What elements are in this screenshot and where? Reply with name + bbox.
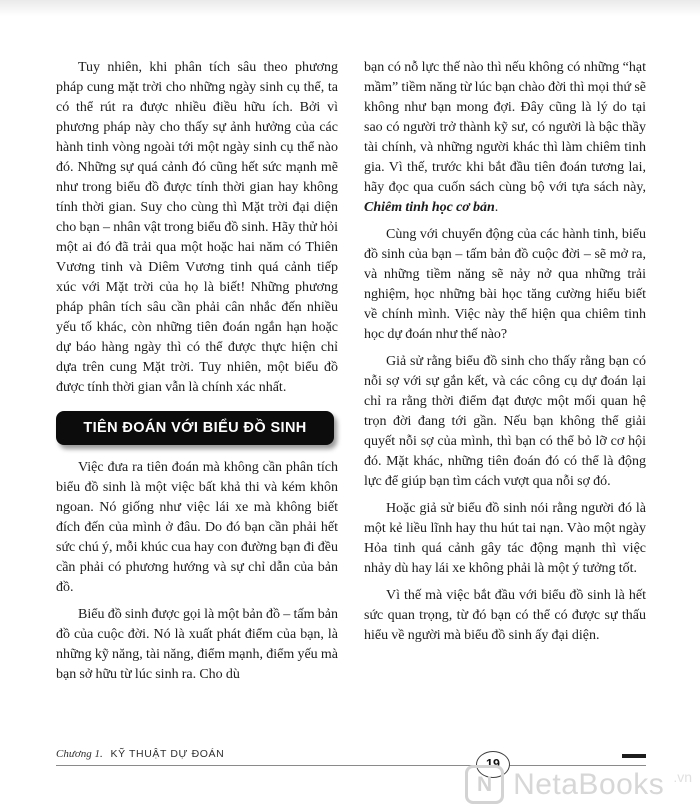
chapter-label: Chương 1. [56,748,103,760]
text-columns [56,58,646,692]
watermark-tld: .vn [673,769,692,785]
paragraph-text: bạn có nỗ lực thế nào thì nếu không có những “hạt mầm” tiềm năng từ lúc bạn chào đời thì mọi thứ sẽ không như bạn mong đợi. Đây cũng là lý do tại sao có người trở thành kỹ sư, có người là bậc thầy tài chính, và những người khác thì làm chiêm tinh gia. Vì thế, trước khi bắt đầu tiên đoán tương lai, hãy đọc qua cuốn sách cùng bộ với tựa sách này, [364,60,646,195]
chapter-title: KỸ THUẬT DỰ ĐOÁN [110,748,225,760]
right-column [364,58,646,692]
watermark-name: NetaBooks [513,767,665,801]
page-number: 19 [476,751,510,778]
paragraph: Biểu đồ sinh được gọi là một bản đồ – tấm bản đồ của cuộc đời. Nó là xuất phát điểm của bạn, là những kỹ năng, tài năng, điểm mạnh, điểm yếu mà bạn sở hữu từ lúc sinh ra. Cho dù [56,607,338,682]
paragraph: Tuy nhiên, khi phân tích sâu theo phương pháp cung mặt trời cho những ngày sinh cụ thể, ta có thể rút ra được nhiều điều hữu ích. Bởi vì phương pháp này cho thấy sự ảnh hưởng của các hành tinh vòng ngoài tới một ngày sinh cụ thể nào đó. Những sự quá cảnh đó cũng hết sức mạnh mẽ như trong biểu đồ được tính thời gian hay không tính thời gian. Suy cho cùng thì Mặt trời đại diện cho bạn – nhân vật trong biểu đồ sinh. Hãy thử hỏi một ai đó đã trải qua một hoặc hai năm có Thiên Vương tinh và Diêm Vương tinh quá cảnh tiếp xúc với Mặt trời của họ là biết! Những phương pháp phân tích sâu cần phải cân nhắc đến nhiều yếu tố khác, còn những tiên đoán ngắn hạn hoặc dự báo hàng ngày thì có thể được thực hiện chỉ dựa trên cung Mặt trời. Tuy nhiên, một biểu đồ được tính thời gian vẫn là chính xác nhất. [56,60,338,395]
book-title-emphasis: Chiêm tinh học cơ bản [364,200,495,215]
paragraph [364,58,646,218]
paragraph: Cùng với chuyển động của các hành tinh, biểu đồ sinh của bạn – tấm bản đồ cuộc đời – sẽ mở ra, và những tiềm năng sẽ nảy nở qua những trải nghiệm, học những bài học tăng cường hiểu biết về chính mình. Việc này thể hiện qua chiêm tinh học dự đoán như thế nào? [364,227,646,342]
paragraph: Giả sử rằng biểu đồ sinh cho thấy rằng bạn có nỗi sợ với sự gắn kết, và các công cụ dự đoán lại chỉ ra rằng thời điểm đạt được một mối quan hệ trọn đời đang tới gần. Nếu bạn không thể giải quyết nỗi sợ của mình, thì bạn có thể bỏ lỡ cơ hội đó. Mặt khác, những tiên đoán đó có thể là động lực để giúp bạn tìm cách vượt qua nỗi sợ đó. [364,354,646,489]
paragraph: Việc đưa ra tiên đoán mà không cần phân tích biểu đồ sinh là một việc bất khả thi và kém khôn ngoan. Nó giống như việc lái xe mà không biết đích đến của mình ở đâu. Do đó bạn cần phải hết sức chú ý, mỗi khúc cua hay con đường bạn đi đều cần phải có phương hướng và sự chỉ dẫn của bản đồ. [56,460,338,595]
paragraph-text: . [494,200,499,215]
netabooks-logo-icon: N [465,765,504,804]
left-column [56,58,338,692]
running-footer [56,748,224,760]
footer-end-dash [622,754,646,758]
watermark [465,765,692,804]
section-heading [56,411,334,445]
paragraph: Hoặc giả sử biểu đồ sinh nói rằng người đó là một kẻ liều lĩnh hay thu hút tai nạn. Vào một ngày Hỏa tinh quá cảnh gây tác động mạnh thì việc nhảy dù hay lái xe không phải là một ý tưởng tốt. [364,501,646,576]
paragraph: Vì thế mà việc bắt đầu với biểu đồ sinh là hết sức quan trọng, từ đó bạn có thể có được sự thấu hiểu về người mà biểu đồ sinh ấy đại diện. [364,588,646,643]
section-heading-text: TIÊN ĐOÁN VỚI BIỂU ĐỒ SINH [83,420,307,436]
